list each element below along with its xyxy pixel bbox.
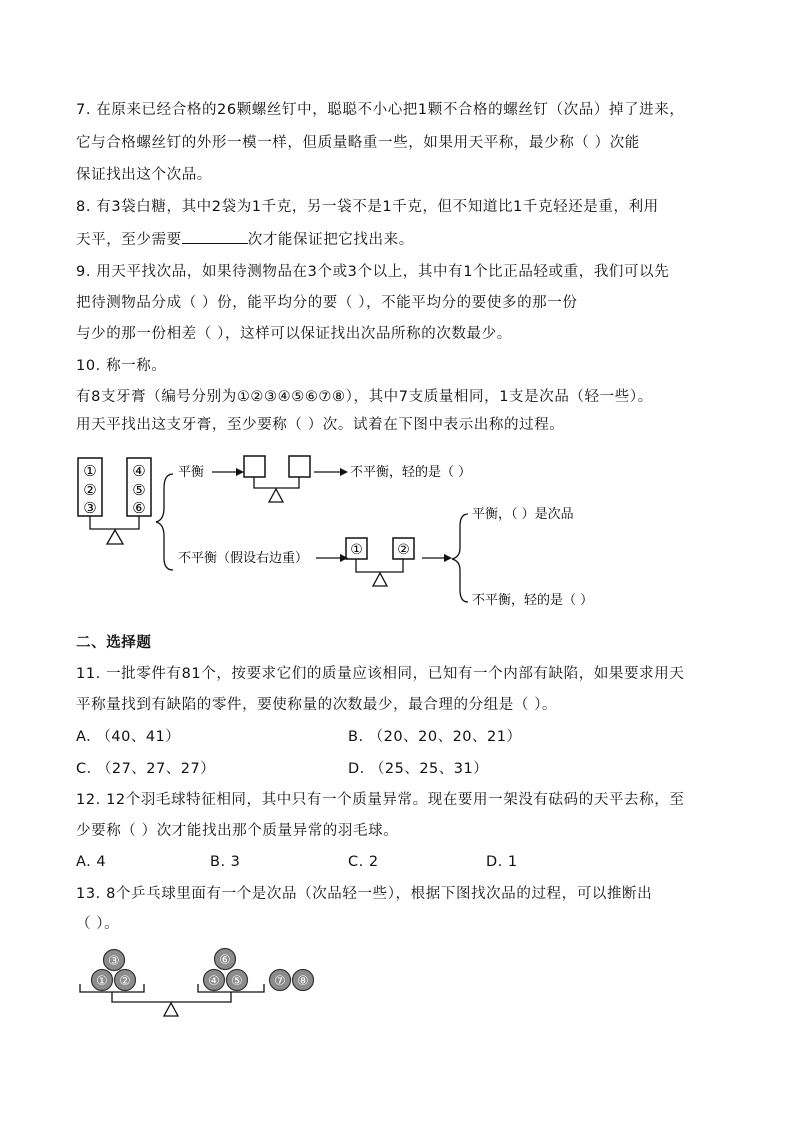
left-pan-item-2: ② — [83, 481, 97, 499]
ball-1-label: ① — [96, 974, 108, 989]
q11-line2: 平称量找到有缺陷的零件，要使称量的次数最少，最合理的分组是（ ）。 — [76, 697, 558, 713]
q9-line2: 把待测物品分成（ ）份，能平均分的要（ ），不能平均分的要使多的那一份 — [76, 295, 578, 311]
fulcrum-4 — [164, 1003, 178, 1016]
brace-1 — [156, 474, 173, 570]
fulcrum-2 — [269, 489, 283, 502]
q8-line1: 8. 有3袋白糖，其中2袋为1千克，另一袋不是1千克，但不知道比1千克轻还是重，利用 — [76, 199, 659, 215]
branch-balance-label: 平衡 — [178, 465, 205, 480]
fulcrum-3 — [373, 573, 387, 586]
left-pan-item-3: ③ — [83, 499, 97, 517]
pan-box-b — [289, 456, 310, 477]
q8-line2-end: 次才能保证把它找出来。 — [247, 232, 414, 248]
result-top-label: 不平衡，轻的是（ ） — [350, 465, 472, 480]
section-title-choice: 二、选择题 — [76, 635, 152, 651]
q11-option-a[interactable]: A. （40、41） — [76, 729, 181, 745]
fulcrum-1 — [107, 530, 123, 544]
ball-4-label: ④ — [208, 974, 220, 989]
right-pan-item-1: ④ — [132, 462, 146, 480]
ball-3-label: ③ — [108, 954, 120, 969]
q7-line3: 保证找出这个次品。 — [76, 167, 212, 183]
q13-line2: （ ）。 — [76, 916, 120, 932]
right-pan-item-2: ⑤ — [132, 481, 146, 499]
q12-option-d[interactable]: D. 1 — [486, 854, 518, 870]
result-balance-label: 平衡，（ ）是次品 — [472, 507, 574, 522]
right-pan-item-3: ⑥ — [132, 499, 146, 517]
q12-option-c[interactable]: C. 2 — [348, 854, 379, 870]
arrow-head-1 — [236, 468, 244, 476]
q8-line2-start: 天平，至少需要 — [76, 232, 182, 248]
q11-option-b[interactable]: B. （20、20、20、21） — [348, 729, 522, 745]
arrow-head-2 — [340, 468, 348, 476]
q10-line1: 10. 称一称。 — [76, 358, 167, 374]
q7-line1: 7. 在原来已经合格的26颗螺丝钉中，聪聪不小心把1颗不合格的螺丝钉（次品）掉了进来， — [76, 102, 685, 118]
q12-line1: 12. 12个羽毛球特征相同，其中只有一个质量异常。现在要用一架没有砝码的天平去称，至 — [76, 792, 685, 808]
q12-option-b[interactable]: B. 3 — [210, 854, 241, 870]
ball-6-label: ⑥ — [219, 953, 231, 968]
q12-line2: 少要称（ ）次才能找出那个质量异常的羽毛球。 — [76, 823, 399, 839]
q11-option-d[interactable]: D. （25、25、31） — [348, 761, 489, 777]
balance-beam-3 — [356, 559, 403, 572]
result-unbalance-label: 不平衡，轻的是（ ） — [472, 593, 594, 608]
ball-8-label: ⑧ — [297, 974, 309, 989]
q7-line2: 它与合格螺丝钉的外形一模一样，但质量略重一些，如果用天平称，最少称（ ）次能 — [76, 135, 640, 151]
arrow-head-3 — [340, 554, 348, 562]
q13-line1: 13. 8个乒乓球里面有一个是次品（次品轻一些），根据下图找次品的过程，可以推断出 — [76, 886, 653, 902]
balance-beam-4 — [112, 992, 231, 1002]
second-left-item: ① — [350, 542, 363, 558]
balance-beam-1 — [90, 516, 139, 529]
q10-line3: 用天平找出这支牙膏，至少要称（ ）次。试着在下图中表示出称的过程。 — [76, 417, 565, 433]
left-pan-item-1: ① — [83, 462, 97, 480]
ball-7-label: ⑦ — [274, 974, 286, 989]
ping-pong-balance-diagram — [74, 942, 334, 1020]
brace-2 — [452, 514, 468, 602]
branch-unbalance-label: 不平衡（假设右边重） — [178, 551, 309, 566]
arrow-head-4 — [444, 554, 452, 562]
q9-line1: 9. 用天平找次品，如果待测物品在3个或3个以上，其中有1个比正品轻或重，我们可以先 — [76, 264, 670, 280]
q10-line2: 有8支牙膏（编号分别为①②③④⑤⑥⑦⑧），其中7支质量相同，1支是次品（轻一些）。 — [76, 389, 653, 405]
second-right-item: ② — [397, 542, 410, 558]
q12-option-a[interactable]: A. 4 — [76, 854, 107, 870]
balance-beam-2 — [254, 477, 299, 488]
pan-box-a — [244, 456, 265, 477]
ball-2-label: ② — [119, 974, 131, 989]
q8-answer-blank[interactable] — [182, 229, 248, 244]
ball-5-label: ⑤ — [231, 974, 243, 989]
balance-flow-diagram — [70, 448, 710, 618]
q8-line2 — [76, 229, 414, 250]
q11-line1: 11. 一批零件有81个，按要求它们的质量应该相同，已知有一个内部有缺陷，如果要求用天 — [76, 666, 685, 682]
q9-line3: 与少的那一份相差（ ），这样可以保证找出次品所称的次数最少。 — [76, 326, 512, 342]
q11-option-c[interactable]: C. （27、27、27） — [76, 761, 216, 777]
